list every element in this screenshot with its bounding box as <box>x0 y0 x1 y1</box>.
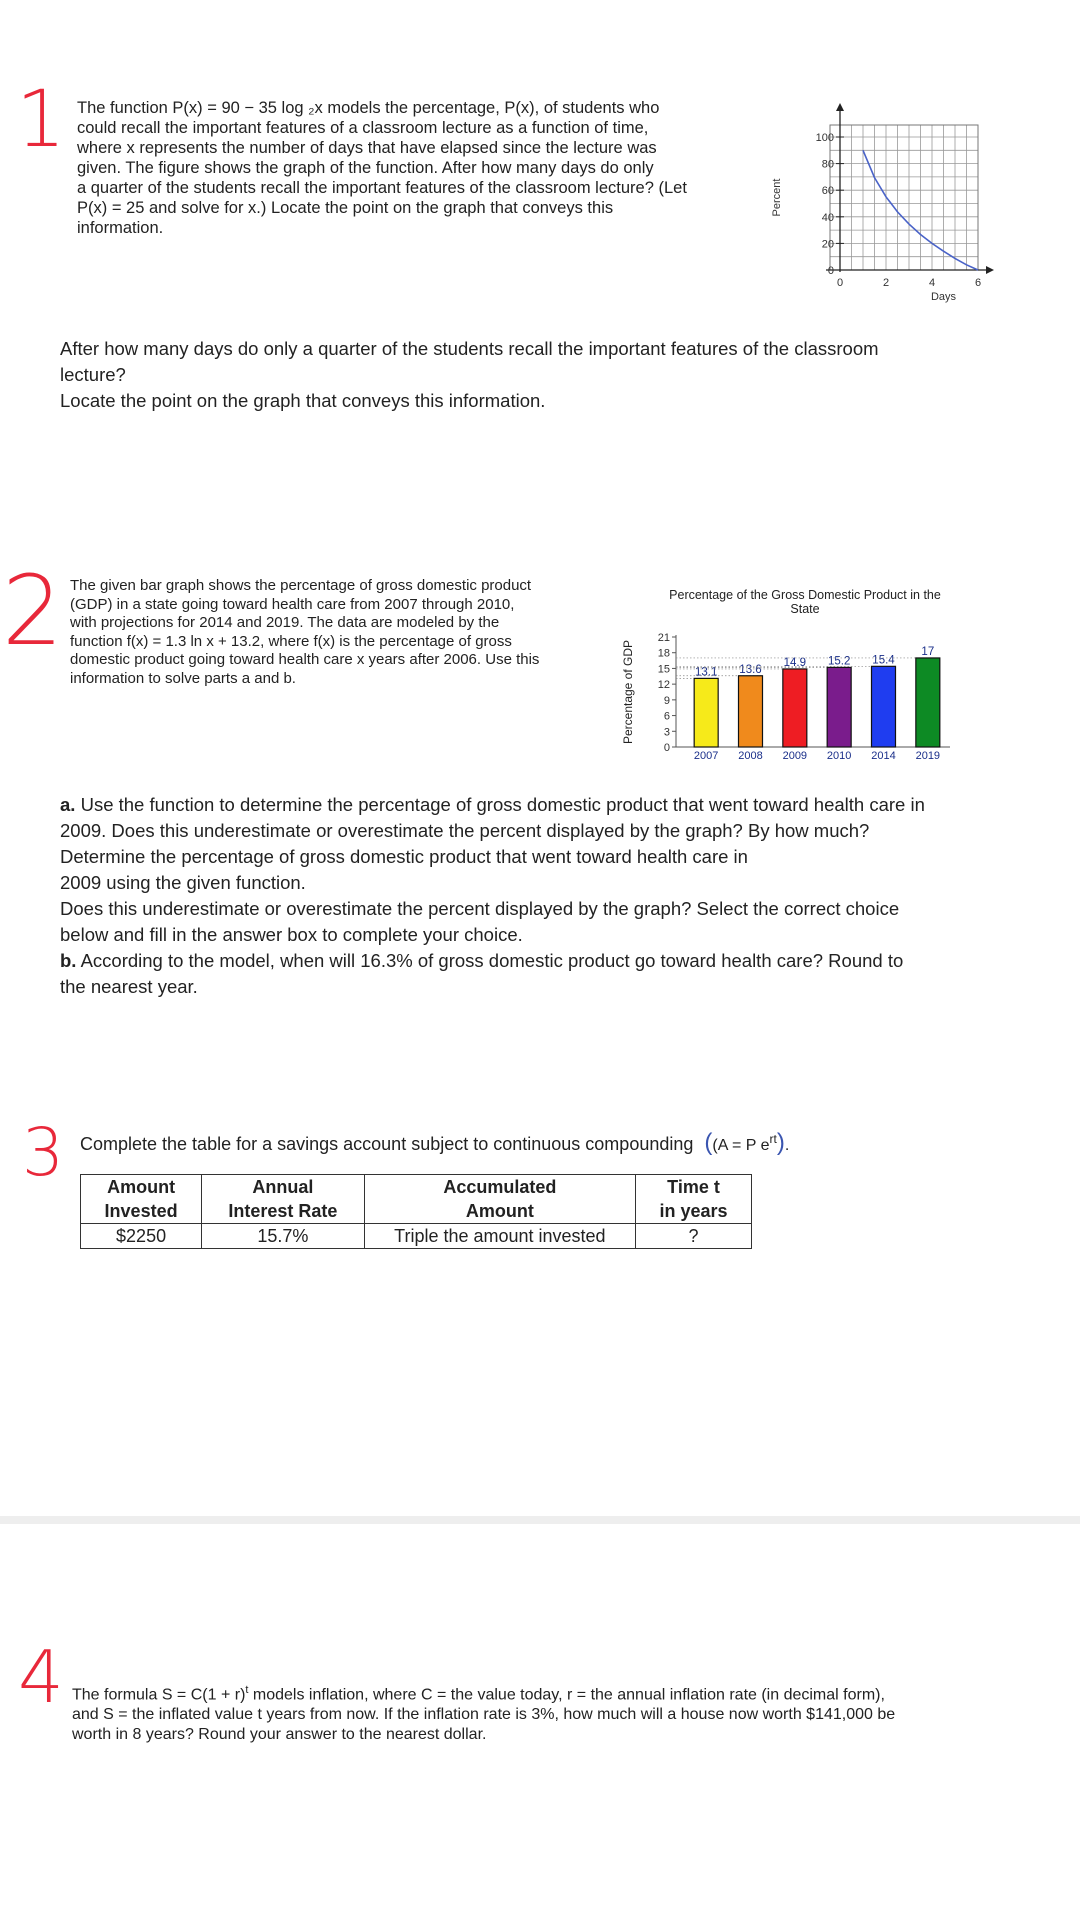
y-tick-label: 80 <box>821 158 834 171</box>
x-tick-label: 2010 <box>826 750 852 762</box>
part-a-line <box>60 792 1060 818</box>
y-tick-label: 0 <box>827 265 834 277</box>
problem-2-line: with projections for 2014 and 2019. The data are modeled by the <box>70 614 500 631</box>
part-b-label: b. <box>60 950 77 971</box>
y-tick-label: 3 <box>663 726 670 739</box>
y-tick-label: 6 <box>663 710 670 723</box>
time-cell: ? <box>636 1224 752 1249</box>
header-cell: Amount <box>364 1199 635 1224</box>
gdp-health-care-bar-chart <box>620 585 965 770</box>
y-tick-label: 40 <box>821 211 834 224</box>
problem-4-text <box>72 1680 1062 1745</box>
x-tick-label: 2019 <box>915 750 941 762</box>
y-tick-label: 0 <box>663 742 670 754</box>
y-tick-label: 60 <box>821 185 834 198</box>
formula-text: The formula S = C(1 + r) <box>72 1686 246 1704</box>
bar-value-label: 13.6 <box>739 663 762 676</box>
problem-2-line: information to solve parts a and b. <box>70 669 296 687</box>
problem-2-line: The given bar graph shows the percentage of gross domestic product <box>70 577 532 594</box>
table-header-row <box>81 1175 752 1200</box>
x-tick-label: 6 <box>974 277 982 289</box>
part-a-label: a. <box>60 794 76 815</box>
part-b-line: the nearest year. <box>60 976 198 997</box>
x-tick-label: 0 <box>836 277 844 289</box>
header-cell: Accumulated <box>364 1175 635 1200</box>
question-line: lecture? <box>60 364 126 385</box>
instruction-line: 2009 using the given function. <box>60 872 306 893</box>
instruction-line: Determine the percentage of gross domestic product that went toward health care in <box>60 846 748 867</box>
problem-2-text <box>70 577 630 688</box>
y-tick-label: 21 <box>657 632 670 644</box>
problem-2-parts <box>60 792 1060 1000</box>
formula-text: (A = P e <box>712 1137 770 1154</box>
y-tick-label: 15 <box>657 663 670 676</box>
accumulated-amount-cell: Triple the amount invested <box>364 1224 635 1249</box>
problem-1-line: information. <box>77 219 164 237</box>
problem-2-line: (GDP) in a state going toward health care from 2007 through 2010, <box>70 595 515 613</box>
instruction-line: Does this underestimate or overestimate the percent displayed by the graph? Select the correct choice <box>60 898 900 919</box>
y-axis-arrow <box>836 103 844 111</box>
header-cell: in years <box>636 1199 752 1224</box>
part-b-line <box>60 948 1060 974</box>
problem-4-number: 4 <box>18 1635 64 1719</box>
header-cell: Invested <box>81 1199 202 1224</box>
percent-vs-days-chart <box>760 90 1000 325</box>
x-tick-label: 2009 <box>782 750 808 762</box>
header-cell: Time t <box>636 1175 752 1200</box>
problem-2-line: domestic product going toward health care x years after 2006. Use this <box>70 651 540 668</box>
y-tick-label: 18 <box>657 647 670 660</box>
plot-border <box>830 125 978 270</box>
problem-1-text <box>77 98 777 238</box>
continuous-compounding-formula: ((A = P $e^{rt}$). <box>704 1129 790 1156</box>
problem-2-line: function f(x) = 1.3 ln x + 13.2, where f(x) is the percentage of gross <box>70 632 512 650</box>
section-divider <box>0 1516 1080 1524</box>
y-axis-label: Percent <box>771 178 783 217</box>
x-axis-label: Days <box>930 291 957 303</box>
bar-value-label: 13.1 <box>694 666 718 679</box>
bar-2008 <box>739 676 763 747</box>
bar-value-label: 14.9 <box>783 656 807 669</box>
bar-value-label: 15.2 <box>827 655 851 668</box>
part-b-text: According to the model, when will 16.3% of gross domestic product go toward health care? Round to <box>76 950 904 971</box>
y-tick-label: 20 <box>821 238 834 251</box>
bar-2009 <box>783 669 807 747</box>
savings-table <box>80 1174 752 1249</box>
x-tick-label: 4 <box>928 277 936 289</box>
y-axis-label: Percentage of GDP <box>621 639 635 745</box>
x-tick-label: 2007 <box>693 750 719 762</box>
x-tick-label: 2014 <box>871 750 896 762</box>
instruction-line: below and fill in the answer box to complete your choice. <box>60 924 523 945</box>
problem-2-number: 2 <box>2 555 64 667</box>
problem-1-line: P(x) = 25 and solve for x.) Locate the point on the graph that conveys this <box>77 199 614 217</box>
chart-title: State <box>790 602 820 616</box>
interest-rate-cell: 15.7% <box>202 1224 365 1249</box>
bar-value-label: 15.4 <box>872 654 895 667</box>
problem-1-question <box>60 336 1040 414</box>
bar-2014 <box>872 666 896 747</box>
problem-4-line: worth in 8 years? Round your answer to the nearest dollar. <box>72 1726 487 1744</box>
y-tick-label: 9 <box>663 694 670 707</box>
part-a-text: Use the function to determine the percentage of gross domestic product that went toward health care in <box>75 794 925 815</box>
problem-1-line: The function P(x) = 90 − 35 log ₂x models the percentage, P(x), of students who <box>77 99 660 117</box>
bar-2010 <box>827 667 851 747</box>
problem-1-number: 1 <box>16 75 66 165</box>
table-header-row <box>81 1199 752 1224</box>
problem-4-line <box>72 1680 1062 1705</box>
y-tick-label: 100 <box>815 132 834 144</box>
part-a-line: 2009. Does this underestimate or overestimate the percent displayed by the graph? By how much? <box>60 820 870 841</box>
problem-3-number: 3 <box>22 1114 64 1191</box>
amount-invested-cell: $2250 <box>81 1224 202 1249</box>
problem-1-line: a quarter of the students recall the important features of the classroom lecture? (Let <box>77 179 687 197</box>
header-cell: Annual <box>202 1175 365 1200</box>
problem-3-text <box>80 1127 789 1158</box>
x-tick-label: 2 <box>882 277 890 289</box>
problem-4-line: and S = the inflated value t years from now. If the inflation rate is 3%, how much will a house now worth $141,000 be <box>72 1706 896 1724</box>
y-tick-label: 12 <box>657 679 670 692</box>
problem-3-statement: Complete the table for a savings account subject to continuous compounding <box>80 1134 694 1154</box>
header-cell: Amount <box>81 1175 202 1200</box>
formula-exponent: t <box>245 1684 249 1696</box>
bar-2007 <box>694 678 718 747</box>
bar-value-label: 17 <box>921 645 935 658</box>
problem-1-line: given. The figure shows the graph of the function. After how many days do only <box>77 159 654 177</box>
header-cell: Interest Rate <box>202 1199 365 1224</box>
problem-1-line: could recall the important features of a classroom lecture as a function of time, <box>77 119 649 137</box>
bar-2019 <box>916 658 940 747</box>
table-row <box>81 1224 752 1249</box>
problem-1-line: where x represents the number of days that have elapsed since the lecture was <box>77 139 657 157</box>
question-line: Locate the point on the graph that conveys this information. <box>60 390 546 411</box>
x-axis-arrow <box>986 266 994 274</box>
problem-4-text-part: models inflation, where C = the value today, r = the annual inflation rate (in decimal form), <box>248 1686 885 1704</box>
x-tick-label: 2008 <box>738 750 763 762</box>
chart-title: Percentage of the Gross Domestic Product in the <box>669 588 941 602</box>
formula-exponent: rt <box>769 1132 777 1146</box>
question-line: After how many days do only a quarter of the students recall the important features of the classroom <box>60 338 879 359</box>
